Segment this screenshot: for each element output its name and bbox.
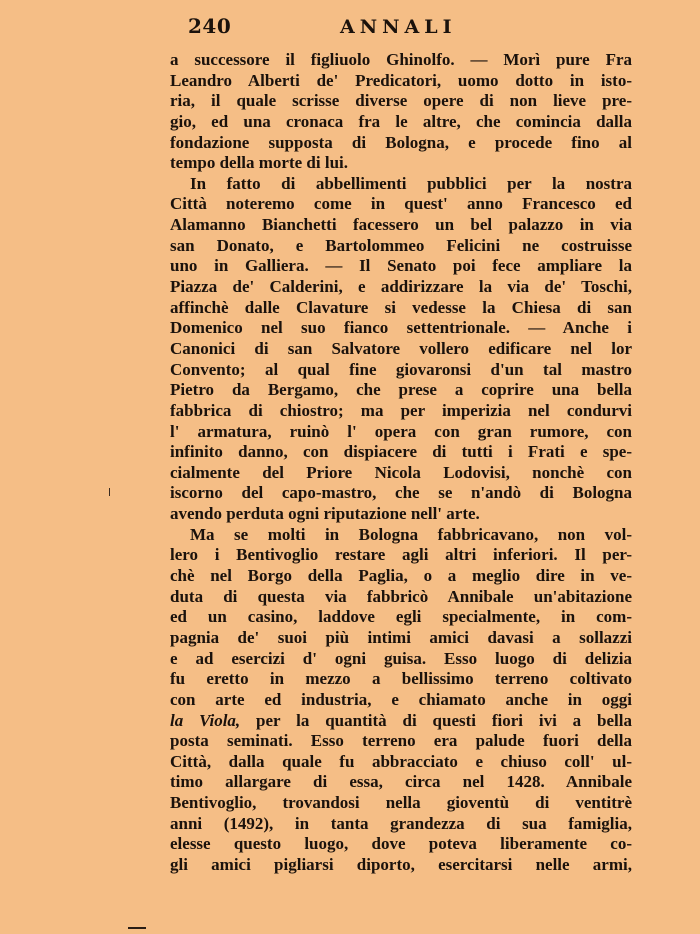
text-line: Canonici di san Salvatore vollero edificare nel lor	[170, 338, 632, 358]
text-line: Ma se molti in Bologna fabbricavano, non vol-	[190, 524, 632, 544]
text-line: anni (1492), in tanta grandezza di sua famiglia,	[170, 813, 632, 833]
text-line: Città, dalla quale fu abbracciato e chiuso coll' ul-	[170, 751, 632, 771]
text-line: avendo perduta ogni riputazione nell' arte.	[170, 504, 480, 524]
text-line: ed un casino, laddove egli specialmente, in com-	[170, 607, 632, 627]
text-segment: per la quantità di questi fiori ivi a bella	[240, 710, 632, 730]
text-line: uno in Galliera. — Il Senato poi fece ampliare la	[170, 256, 632, 276]
print-mark	[128, 927, 146, 929]
text-line: fu eretto in mezzo a bellissimo terreno coltivato	[170, 669, 632, 689]
text-line: elesse questo luogo, dove poteva liberamente co-	[170, 834, 632, 854]
text-line: san Donato, e Bartolommeo Felicini ne costruisse	[170, 235, 632, 255]
text-line: timo allargare di essa, circa nel 1428. Annibale	[170, 772, 632, 792]
text-line: posta seminati. Esso terreno era palude fuori della	[170, 731, 632, 751]
text-line: duta di questa via fabbricò Annibale un'abitazione	[170, 586, 632, 606]
text-line: tempo della morte di lui.	[170, 153, 349, 173]
text-line: chè nel Borgo della Paglia, o a meglio dire in ve-	[170, 566, 632, 586]
text-line: Città noteremo come in quest' anno Francesco ed	[170, 194, 632, 214]
text-line: a successore il figliuolo Ghinolfo. — Morì pure Fra	[170, 50, 632, 69]
paragraph	[170, 525, 632, 876]
text-line: Pietro da Bergamo, che prese a coprire una bella	[170, 380, 632, 400]
text-line: ria, il quale scrisse diverse opere di non lieve pre-	[170, 91, 632, 111]
text-line: Bentivoglio, trovandosi nella gioventù di ventitrè	[170, 793, 632, 813]
text-line: pagnia de' suoi più intimi amici davasi a sollazzi	[170, 627, 632, 647]
text-line: gli amici pigliarsi diporto, esercitarsi nelle armi,	[170, 854, 632, 874]
text-line: iscorno del capo-mastro, che se n'andò di Bologna	[170, 483, 632, 503]
paragraph	[170, 50, 632, 174]
text-line: con arte ed industria, e chiamato anche in oggi	[170, 689, 632, 709]
text-line: In fatto di abbellimenti pubblici per la nostra	[190, 173, 632, 193]
text-line: Domenico nel suo fianco settentrionale. — Anche i	[170, 318, 632, 338]
text-line: cialmente del Priore Nicola Lodovisi, nonchè con	[170, 462, 632, 482]
page-number: 240	[188, 14, 232, 38]
page-header	[170, 14, 632, 40]
text-line: affinchè dalle Clavature si vedesse la Chiesa di san	[170, 297, 632, 317]
text-line: Piazza de' Calderini, e addirizzare la via de' Toschi,	[170, 277, 632, 297]
text-line: l' armatura, ruinò l' opera con gran rumore, con	[170, 421, 632, 441]
text-line: Leandro Alberti de' Predicatori, uomo dotto in isto-	[170, 70, 632, 90]
paragraph	[170, 174, 632, 525]
text-line: Alamanno Bianchetti facessero un bel palazzo in via	[170, 215, 632, 235]
text-line: fabbrica di chiostro; ma per imperizia nel condurvi	[170, 400, 632, 420]
italic-place-name: la Viola,	[170, 710, 241, 730]
text-line-viola	[170, 711, 632, 732]
text-line: e ad esercizi d' ogni guisa. Esso luogo di delizia	[170, 648, 632, 668]
body-text	[170, 50, 632, 876]
print-speck	[109, 488, 110, 496]
text-line: gio, ed una cronaca fra le altre, che comincia dalla	[170, 111, 632, 131]
running-head: ANNALI	[340, 16, 457, 38]
text-line: fondazione supposta di Bologna, e procede fino al	[170, 132, 632, 152]
text-line: Convento; al qual fine giovaronsi d'un tal mastro	[170, 359, 632, 379]
text-line: infinito danno, con dispiacere di tutti i Frati e spe-	[170, 442, 632, 462]
text-line: lero i Bentivoglio restare agli altri inferiori. Il per-	[170, 545, 632, 565]
